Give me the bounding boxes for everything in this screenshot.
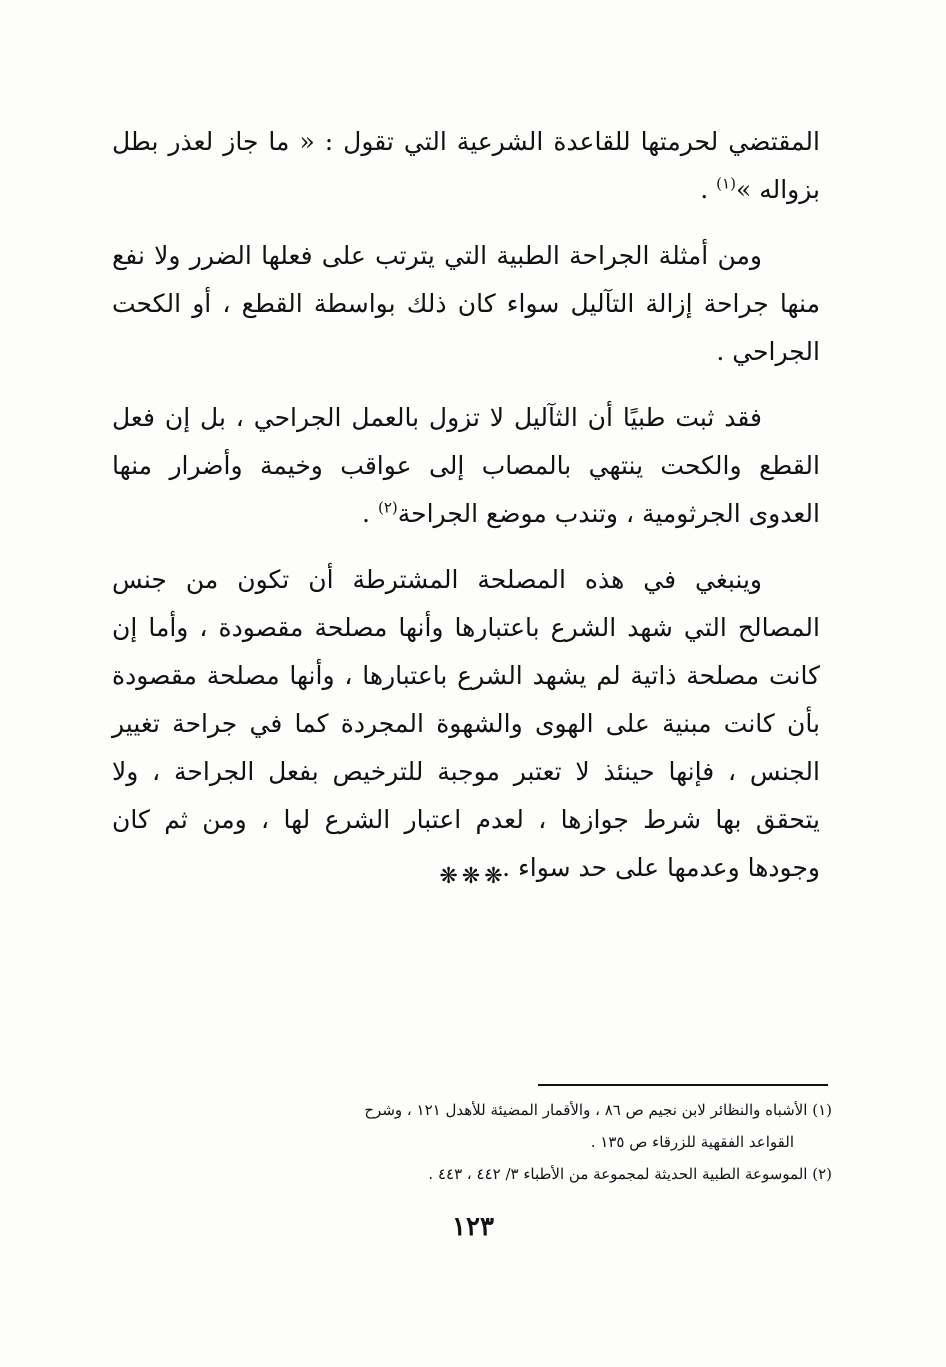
footnote-1 (128, 1094, 832, 1158)
paragraph-2-text: ومن أمثلة الجراحة الطبية التي يترتب على فعلها الضرر ولا نفع منها جراحة إزالة التآليل سواء كان ذلك بواسطة القطع ، أو الكحت الجراحي . (112, 241, 820, 366)
paragraph-1 (112, 118, 820, 214)
footnotes (128, 1094, 832, 1190)
paragraph-1-text: المقتضي لحرمتها للقاعدة الشرعية التي تقول : « ما جاز لعذر بطل بزواله » (112, 127, 820, 204)
footnote-2-marker: (٢) (812, 1165, 832, 1183)
footnote-ref-1: (١) (716, 174, 736, 193)
footnote-ref-2: (٢) (377, 498, 398, 517)
section-separator: ❋❋❋ (439, 864, 507, 889)
paragraph-3-trailing: . (362, 499, 378, 528)
page-number: ١٢٣ (452, 1212, 494, 1242)
paragraph-3 (112, 394, 820, 538)
footnote-2-line1: الموسوعة الطبية الحديثة لمجموعة من الأطباء ٣/ ٤٤٢ ، ٤٤٣ . (428, 1165, 808, 1183)
footnote-1-line2: القواعد الفقهية للزرقاء ص ١٣٥ . (590, 1133, 794, 1151)
footnote-divider (538, 1084, 828, 1086)
footnote-1-line1: الأشباه والنظائر لابن نجيم ص ٨٦ ، والأقمار المضيئة للأهدل ١٢١ ، وشرح (364, 1101, 808, 1119)
footnote-1-marker: (١) (812, 1101, 832, 1119)
paragraph-2 (112, 232, 820, 376)
main-text (112, 118, 820, 910)
paragraph-4 (112, 556, 820, 892)
paragraph-4-text: وينبغي في هذه المصلحة المشترطة أن تكون من جنس المصالح التي شهد الشرع باعتبارها وأنها مصلحة مقصودة ، وأما إن كانت مصلحة ذاتية لم يشهد الشرع باعتبارها ، وأنها مصلحة مقصودة بأن كانت مبنية على الهوى والشهوة المجردة كما في جراحة تغيير الجنس ، فإنها حينئذ لا تعتبر موجبة للترخيص بفعل الجراحة ، ولا يتحقق بها شرط جوازها ، لعدم اعتبار الشرع لها ، ومن ثم كان وجودها وعدمها على حد سواء . (112, 565, 820, 882)
paragraph-3-text: فقد ثبت طبيًا أن الثآليل لا تزول بالعمل الجراحي ، بل إن فعل القطع والكحت ينتهي بالمصاب إلى عواقب وخيمة وأضرار منها العدوى الجرثومية ، وتندب موضع الجراحة (112, 403, 820, 528)
footnote-2 (128, 1158, 832, 1190)
paragraph-1-trailing: . (700, 175, 717, 204)
